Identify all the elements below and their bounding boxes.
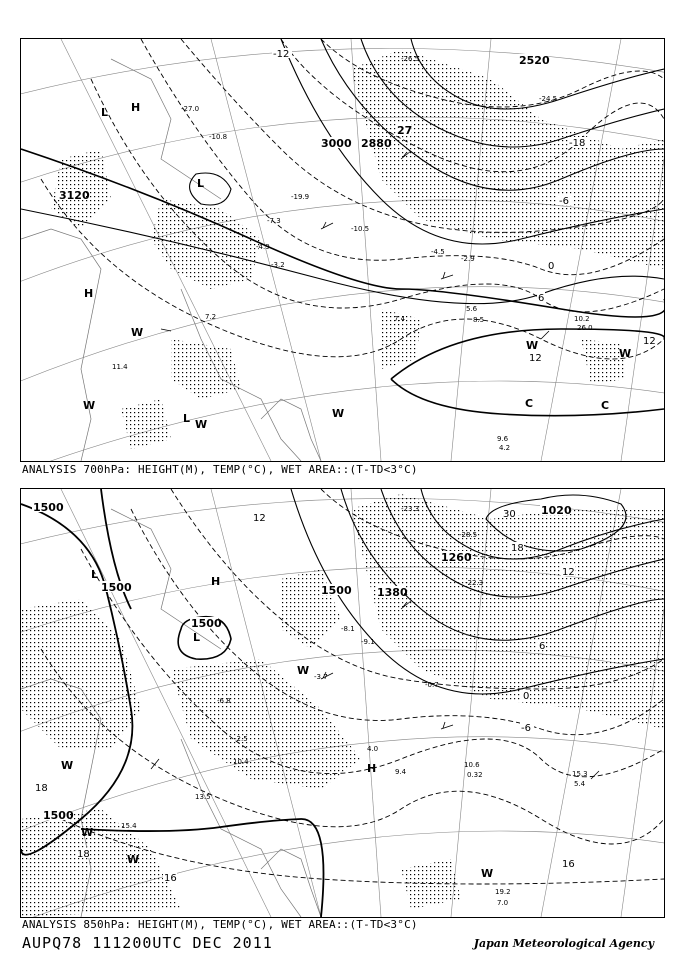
temp-label: 18 <box>77 849 90 860</box>
station-value: -6.8 <box>217 697 231 705</box>
station-value: 5.4 <box>574 780 586 788</box>
station-value: -19.9 <box>291 193 310 201</box>
station-value: -3.7 <box>314 673 328 681</box>
high-pressure-mark: H <box>131 101 141 114</box>
height-label: 2520 <box>519 54 550 67</box>
warm-mark: W <box>81 826 94 839</box>
temp-label: 18 <box>511 543 524 554</box>
station-value: -4.9 <box>256 243 270 251</box>
height-label: 1020 <box>541 504 572 517</box>
station-value: 7.2 <box>205 313 217 321</box>
temp-label: -6 <box>559 196 569 207</box>
station-value: -8.1 <box>341 625 355 633</box>
height-label: 3120 <box>59 189 90 202</box>
station-value: -10.8 <box>209 133 228 141</box>
wet-areas <box>21 494 664 917</box>
high-pressure-mark: H <box>367 762 377 775</box>
warm-mark: W <box>619 347 632 360</box>
station-value: 10.2 <box>574 315 590 323</box>
chart-850hpa <box>20 488 665 918</box>
station-value: -10.5 <box>351 225 370 233</box>
high-pressure-mark: H <box>84 287 94 300</box>
station-value: 10.4 <box>233 758 249 766</box>
chart-850hpa-caption: ANALYSIS 850hPa: HEIGHT(M), TEMP(°C), WET AREA::(T-TD<3°C) <box>22 918 418 931</box>
chart-700hpa-map <box>21 39 664 461</box>
temp-label: -18 <box>569 138 586 149</box>
chart-700hpa-labels <box>58 48 656 452</box>
station-value: -7.3 <box>267 217 281 225</box>
station-value: 5.6 <box>466 305 478 313</box>
graticule <box>21 39 664 461</box>
warm-mark: W <box>526 339 539 352</box>
station-value: 15.4 <box>121 822 137 830</box>
station-value: 4.0 <box>367 745 379 753</box>
station-value: -23.3 <box>401 505 420 513</box>
temp-label: 12 <box>643 336 656 347</box>
temp-label: 6 <box>539 641 546 652</box>
height-label: 2880 <box>361 137 392 150</box>
station-value: -24.5 <box>539 95 558 103</box>
temp-label: 12 <box>562 567 575 578</box>
station-value: 8.5 <box>473 316 485 324</box>
warm-mark: W <box>83 399 96 412</box>
station-value: 13.5 <box>195 793 211 801</box>
station-value: 9.4 <box>395 768 407 776</box>
height-label: 1500 <box>33 501 64 514</box>
temp-label: 18 <box>35 783 48 794</box>
station-value: 11.4 <box>112 363 128 371</box>
temp-label: 16 <box>164 873 177 884</box>
warm-mark: W <box>297 664 310 677</box>
station-value: 19.2 <box>495 888 511 896</box>
warm-mark: W <box>195 418 208 431</box>
station-value: -9.1 <box>361 638 375 646</box>
wet-areas <box>51 49 664 449</box>
temp-label: -12 <box>273 49 290 60</box>
temp-label: 12 <box>529 353 542 364</box>
station-value: -3.2 <box>271 261 285 269</box>
station-value: -22.3 <box>465 579 484 587</box>
station-value: -2.9 <box>461 255 475 263</box>
station-value: -4.5 <box>431 248 445 256</box>
height-label: 1380 <box>377 586 408 599</box>
station-value: -26.5 <box>401 55 420 63</box>
low-pressure-mark: L <box>197 177 205 190</box>
station-value: -27.0 <box>181 105 200 113</box>
temp-label: 16 <box>562 859 575 870</box>
cold-mark: C <box>525 397 534 410</box>
station-value: 7.0 <box>497 899 509 907</box>
low-pressure-mark: L <box>193 631 201 644</box>
chart-700hpa-caption: ANALYSIS 700hPa: HEIGHT(M), TEMP(°C), WET AREA::(T-TD<3°C) <box>22 463 418 476</box>
cold-mark: C <box>601 399 610 412</box>
station-value: -2.5 <box>234 735 248 743</box>
chart-700hpa <box>20 38 665 462</box>
warm-mark: W <box>61 759 74 772</box>
warm-mark: W <box>127 853 140 866</box>
station-value: -0.7 <box>425 681 439 689</box>
temp-label: 0 <box>548 261 555 272</box>
product-id: AUPQ78 111200UTC DEC 2011 <box>22 934 273 952</box>
low-pressure-mark: L <box>183 412 191 425</box>
station-value: 4.2 <box>499 444 511 452</box>
high-pressure-mark: H <box>211 575 221 588</box>
temp-label: -6 <box>521 723 531 734</box>
chart-850hpa-map <box>21 489 664 917</box>
temp-label: 0 <box>523 691 530 702</box>
height-label: 1500 <box>43 809 74 822</box>
warm-mark: W <box>332 407 345 420</box>
agency-name: Japan Meteorological Agency <box>473 937 654 950</box>
height-label: 1500 <box>321 584 352 597</box>
height-label: 1500 <box>101 581 132 594</box>
height-label: 1500 <box>191 617 222 630</box>
temp-label: 6 <box>538 293 545 304</box>
station-value: 7.4 <box>394 315 406 323</box>
warm-mark: W <box>481 867 494 880</box>
height-label: 1260 <box>441 551 472 564</box>
temp-label: 12 <box>253 513 266 524</box>
height-label: 3000 <box>321 137 352 150</box>
station-value: 15.3 <box>572 770 588 778</box>
warm-mark: W <box>131 326 144 339</box>
height-contours <box>21 39 664 416</box>
temp-label: 30 <box>503 509 516 520</box>
low-pressure-mark: L <box>91 568 99 581</box>
station-value: 10.6 <box>464 761 480 769</box>
station-value: -28.5 <box>459 531 478 539</box>
station-value: 9.6 <box>497 435 509 443</box>
station-value: 0.32 <box>467 771 483 779</box>
low-pressure-mark: L <box>101 106 109 119</box>
height-label: 27 <box>397 124 413 137</box>
station-value: 26.0 <box>577 324 593 332</box>
